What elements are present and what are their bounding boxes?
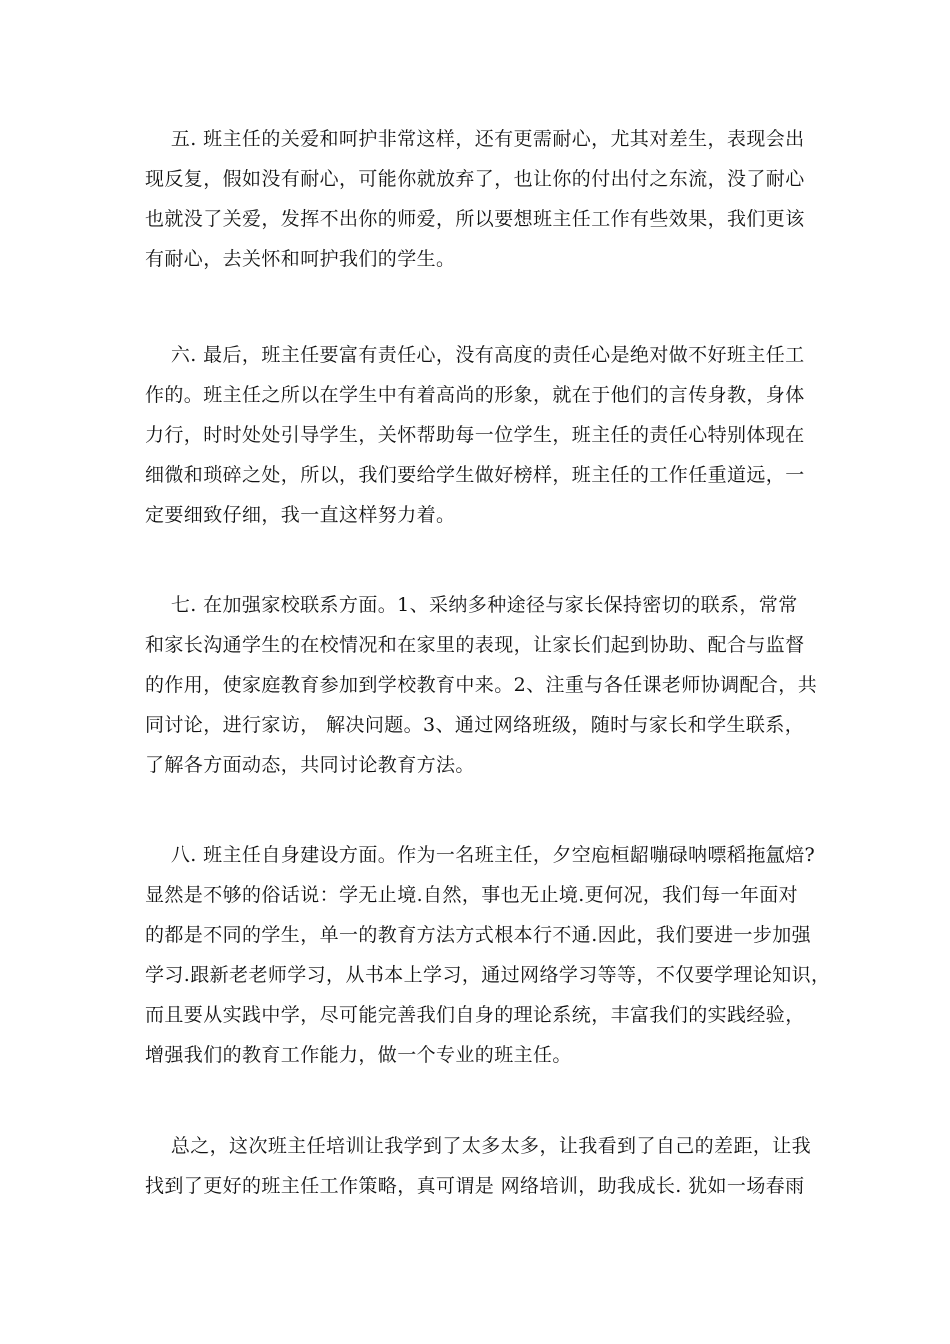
paragraph-line: 显然是不够的俗话说：学无止境.自然，事也无止境.更何况，我们每一年面对 <box>145 884 799 906</box>
paragraph-line: 找到了更好的班主任工作策略，真可谓是 网络培训，助我成长. 犹如一场春雨 <box>145 1175 805 1197</box>
paragraph-line: 定要细致仔细，我一直这样努力着。 <box>145 504 456 526</box>
paragraph-line: 总之，这次班主任培训让我学到了太多太多，让我看到了自己的差距，让我 <box>145 1135 812 1157</box>
paragraph-line: 同讨论，进行家访， 解决问题。3、通过网络班级，随时与家长和学生联系， <box>145 714 805 736</box>
paragraph-line: 学习.跟新老老师学习，从书本上学习，通过网络学习等等，不仅要学理论知识， <box>145 964 831 986</box>
paragraph-line: 的作用，使家庭教育参加到学校教育中来。2、注重与各任课老师协调配合，共 <box>145 674 818 696</box>
paragraph-line: 的都是不同的学生，单一的教育方法方式根本行不通.因此，我们要进一步加强 <box>145 924 812 946</box>
paragraph-6-responsibility <box>145 335 815 535</box>
paragraph-line: 而且要从实践中学，尽可能完善我们自身的理论系统，丰富我们的实践经验， <box>145 1004 805 1026</box>
paragraph-line: 有耐心，去关怀和呵护我们的学生。 <box>145 248 456 270</box>
paragraph-line: 也就没了关爱，发挥不出你的师爱，所以要想班主任工作有些效果，我们更该 <box>145 208 805 230</box>
paragraph-line: 七. 在加强家校联系方面。1、采纳多种途径与家长保持密切的联系，常常 <box>145 594 798 616</box>
paragraph-line: 六. 最后，班主任要富有责任心，没有高度的责任心是绝对做不好班主任工 <box>145 344 805 366</box>
paragraph-line: 五. 班主任的关爱和呵护非常这样，还有更需耐心，尤其对差生，表现会出 <box>145 128 805 150</box>
paragraph-5-patience <box>145 119 815 279</box>
paragraph-summary <box>145 1126 815 1206</box>
paragraph-8-self-development <box>145 835 831 1075</box>
paragraph-line: 细微和琐碎之处，所以，我们要给学生做好榜样，班主任的工作任重道远，一 <box>145 464 805 486</box>
paragraph-line: 了解各方面动态，共同讨论教育方法。 <box>145 754 475 776</box>
paragraph-line: 和家长沟通学生的在校情况和在家里的表现，让家长们起到协助、配合与监督 <box>145 634 805 656</box>
paragraph-line: 现反复，假如没有耐心，可能你就放弃了，也让你的付出付之东流，没了耐心 <box>145 168 805 190</box>
paragraph-7-home-school <box>145 585 818 785</box>
paragraph-line: 作的。班主任之所以在学生中有着高尚的形象，就在于他们的言传身教，身体 <box>145 384 805 406</box>
paragraph-line: 力行，时时处处引导学生，关怀帮助每一位学生，班主任的责任心特别体现在 <box>145 424 805 446</box>
paragraph-line: 增强我们的教育工作能力，做一个专业的班主任。 <box>145 1044 572 1066</box>
paragraph-line: 八. 班主任自身建设方面。作为一名班主任，夕空庖桓龆嘣碌呐嘌稻拖氲焙? <box>145 844 816 866</box>
